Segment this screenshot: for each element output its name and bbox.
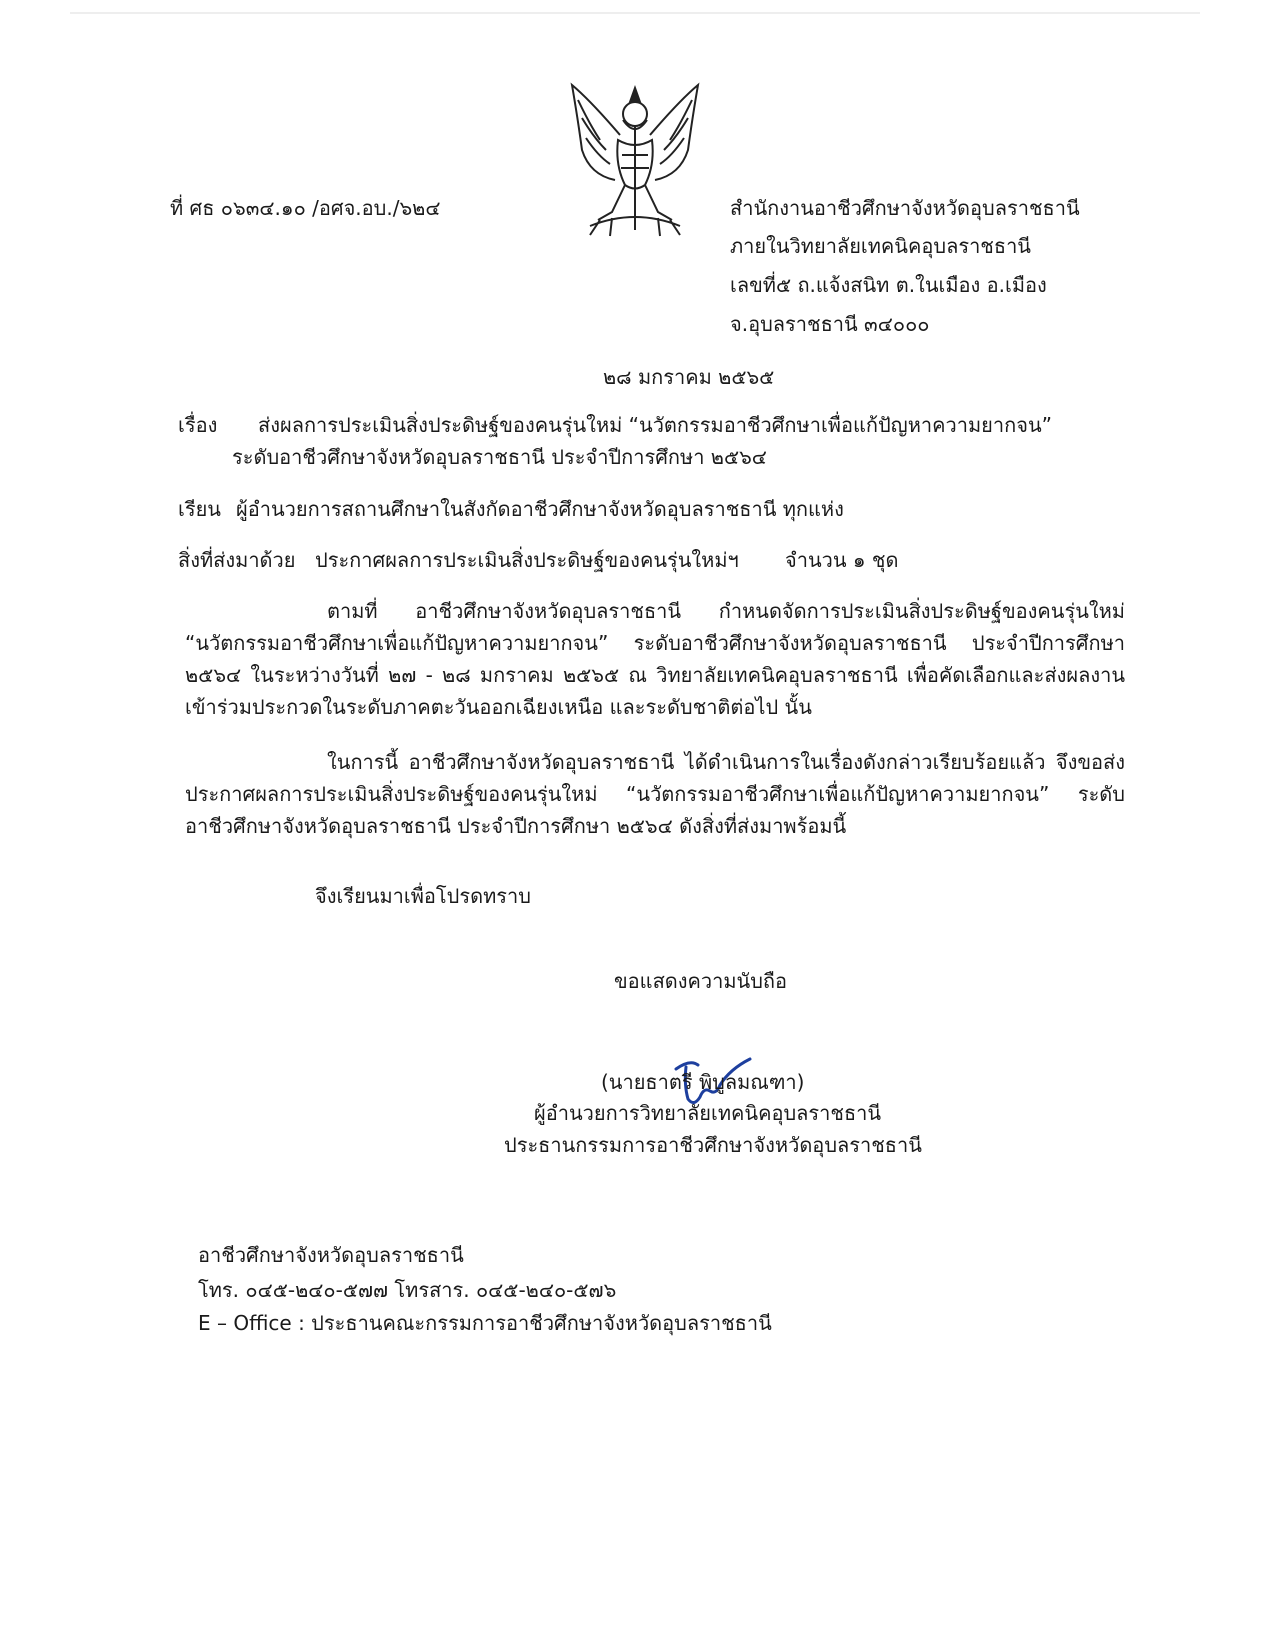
body-paragraph-1: ตามที่ อาชีวศึกษาจังหวัดอุบลราชธานี กำหนดจัดการประเมินสิ่งประดิษฐ์ของคนรุ่นใหม่ “นวัตกรรมอาชีวศึกษาเพื่อแก้ปัญหาความยากจน” ระดับอาชีวศึกษาจังหวัดอุบลราชธานี ประจำปีการศึกษา ๒๕๖๔ ในระหว่างวันที่ ๒๗ - ๒๘ มกราคม ๒๕๖๕ ณ วิทยาลัยเทคนิคอุบลราชธานี เพื่อคัดเลือกและส่งผลงานเข้าร่วมประกวดในระดับภาคตะวันออกเฉียงเหนือ และระดับชาติต่อไป นั้น	[185, 599, 1125, 719]
office-name: สำนักงานอาชีวศึกษาจังหวัดอุบลราชธานี	[730, 196, 1080, 220]
subject-line-2: ระดับอาชีวศึกษาจังหวัดอุบลราชธานี ประจำปีการศึกษา ๒๕๖๔	[232, 445, 767, 469]
body-paragraph-2: ในการนี้ อาชีวศึกษาจังหวัดอุบลราชธานี ได้ดำเนินการในเรื่องดังกล่าวเรียบร้อยแล้ว จึงขอส่งประกาศผลการประเมินสิ่งประดิษฐ์ของคนรุ่นใหม่ “นวัตกรรมอาชีวศึกษาเพื่อแก้ปัญหาความยากจน” ระดับอาชีวศึกษาจังหวัดอุบลราชธานี ประจำปีการศึกษา ๒๕๖๔ ดังสิ่งที่ส่งมาพร้อมนี้	[185, 750, 1125, 838]
enclosure-item: ประกาศผลการประเมินสิ่งประดิษฐ์ของคนรุ่นใหม่ฯ	[315, 548, 739, 572]
enclosure-quantity: จำนวน ๑ ชุด	[785, 548, 899, 572]
letter-date: ๒๘ มกราคม ๒๕๖๕	[603, 365, 775, 389]
signer-name: (นายธาตรี พิบูลมณฑา)	[601, 1070, 805, 1094]
office-street: เลขที่๕ ถ.แจ้งสนิท ต.ในเมือง อ.เมือง	[730, 273, 1047, 297]
document-number: ที่ ศธ ๐๖๓๔.๑๐ /อศจ.อบ./๖๒๔	[170, 196, 441, 220]
office-province: จ.อุบลราชธานี ๓๔๐๐๐	[730, 312, 930, 336]
enclosure-label: สิ่งที่ส่งมาด้วย	[178, 548, 296, 572]
recipient-label: เรียน	[178, 497, 221, 521]
scan-edge	[70, 12, 1200, 14]
signer-position-2: ประธานกรรมการอาชีวศึกษาจังหวัดอุบลราชธานี	[504, 1133, 922, 1157]
footer-office: อาชีวศึกษาจังหวัดอุบลราชธานี	[198, 1243, 464, 1267]
recipient-text: ผู้อำนวยการสถานศึกษาในสังกัดอาชีวศึกษาจังหวัดอุบลราชธานี ทุกแห่ง	[236, 497, 844, 521]
office-location: ภายในวิทยาลัยเทคนิคอุบลราชธานี	[730, 234, 1031, 258]
complimentary-close: ขอแสดงความนับถือ	[614, 969, 788, 993]
subject-label: เรื่อง	[178, 413, 218, 437]
footer-eoffice: E – Office : ประธานคณะกรรมการอาชีวศึกษาจังหวัดอุบลราชธานี	[198, 1311, 772, 1335]
signer-position-1: ผู้อำนวยการวิทยาลัยเทคนิคอุบลราชธานี	[534, 1101, 882, 1125]
footer-phone: โทร. ๐๔๕-๒๔๐-๕๗๗ โทรสาร. ๐๔๕-๒๔๐-๕๗๖	[198, 1278, 617, 1302]
garuda-emblem-icon	[560, 80, 710, 240]
subject-line-1: ส่งผลการประเมินสิ่งประดิษฐ์ของคนรุ่นใหม่ “นวัตกรรมอาชีวศึกษาเพื่อแก้ปัญหาความยากจน”	[258, 413, 1052, 437]
closing-line: จึงเรียนมาเพื่อโปรดทราบ	[315, 884, 531, 908]
